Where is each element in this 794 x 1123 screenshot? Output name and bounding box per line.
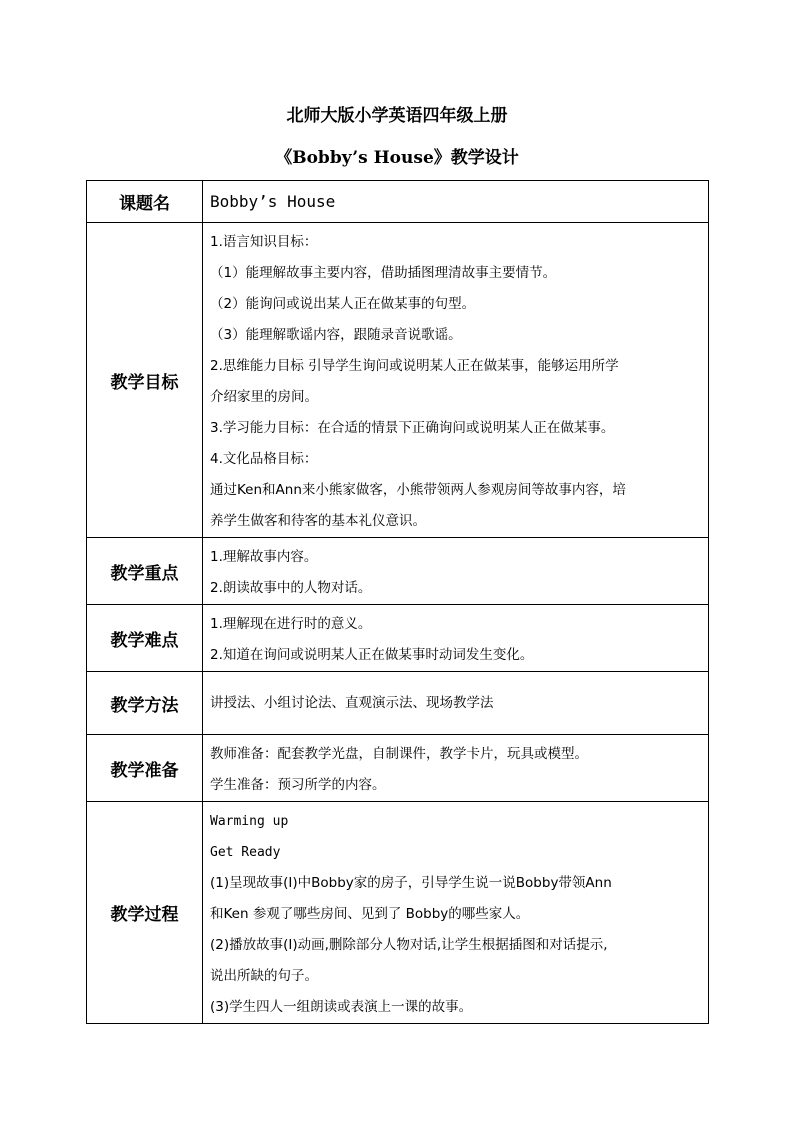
content-line: 3.学习能力目标：在合适的情景下正确询问或说明某人正在做某事。	[210, 420, 615, 436]
row-label: 教学准备	[87, 735, 203, 802]
content-line: 介绍家里的房间。	[210, 389, 318, 405]
content-line: 通过Ken和Ann来小熊家做客，小熊带领两人参观房间等故事内容，培	[210, 482, 626, 498]
content-line: 讲授法、小组讨论法、直观演示法、现场教学法	[210, 694, 494, 711]
content-line: Warming up	[210, 814, 289, 829]
content-line: (2)播放故事(I)动画,删除部分人物对话,让学生根据插图和对话提示,	[210, 937, 608, 953]
row-content	[203, 538, 709, 605]
content-line: 说出所缺的句子。	[210, 968, 318, 984]
table-row	[87, 735, 709, 802]
row-content	[203, 735, 709, 802]
content-line: （3）能理解歌谣内容，跟随录音说歌谣。	[210, 327, 462, 343]
row-content	[203, 802, 709, 1024]
row-label: 教学过程	[87, 802, 203, 1024]
content-line: 1.理解故事内容。	[210, 549, 318, 565]
content-line: 4.文化品格目标：	[210, 451, 318, 467]
row-label: 教学方法	[87, 672, 203, 735]
row-content	[203, 672, 709, 735]
content-line: 2.朗读故事中的人物对话。	[210, 580, 372, 596]
row-content	[203, 605, 709, 672]
row-label: 教学难点	[87, 605, 203, 672]
content-line: （1）能理解故事主要内容，借助插图理清故事主要情节。	[210, 265, 557, 281]
content-line: 学生准备：预习所学的内容。	[210, 777, 386, 793]
content-line: Bobby’s House	[210, 192, 336, 211]
content-line: 1.语言知识目标：	[210, 234, 318, 250]
content-line: 养学生做客和待客的基本礼仪意识。	[210, 513, 426, 529]
content-line: Get Ready	[210, 845, 281, 860]
document-title: 北师大版小学英语四年级上册	[286, 106, 508, 126]
content-line: (1)呈现故事(I)中Bobby家的房子，引导学生说一说Bobby带领Ann	[210, 875, 612, 891]
content-line: 2.知道在询问或说明某人正在做某事时动词发生变化。	[210, 647, 534, 663]
row-label: 教学重点	[87, 538, 203, 605]
table-row	[87, 802, 709, 1024]
table-row	[87, 672, 709, 735]
document-subtitle: 《Bobby’s House》教学设计	[275, 148, 519, 168]
content-line: 2.思维能力目标 引导学生询问或说明某人正在做某事，能够运用所学	[210, 358, 619, 374]
table-row	[87, 223, 709, 538]
table-row	[87, 538, 709, 605]
content-line: （2）能询问或说出某人正在做某事的句型。	[210, 296, 476, 312]
row-label: 课题名	[87, 181, 203, 223]
content-line: (3)学生四人一组朗读或表演上一课的故事。	[210, 999, 473, 1015]
row-content	[203, 181, 709, 223]
content-line: 教师准备：配套教学光盘，自制课件，教学卡片，玩具或模型。	[210, 746, 588, 762]
row-content	[203, 223, 709, 538]
content-line: 和Ken 参观了哪些房间、见到了 Bobby的哪些家人。	[210, 906, 530, 922]
row-label: 教学目标	[87, 223, 203, 538]
table-row	[87, 181, 709, 223]
table-row	[87, 605, 709, 672]
content-line: 1.理解现在进行时的意义。	[210, 616, 372, 632]
lesson-plan-table	[86, 180, 709, 1024]
